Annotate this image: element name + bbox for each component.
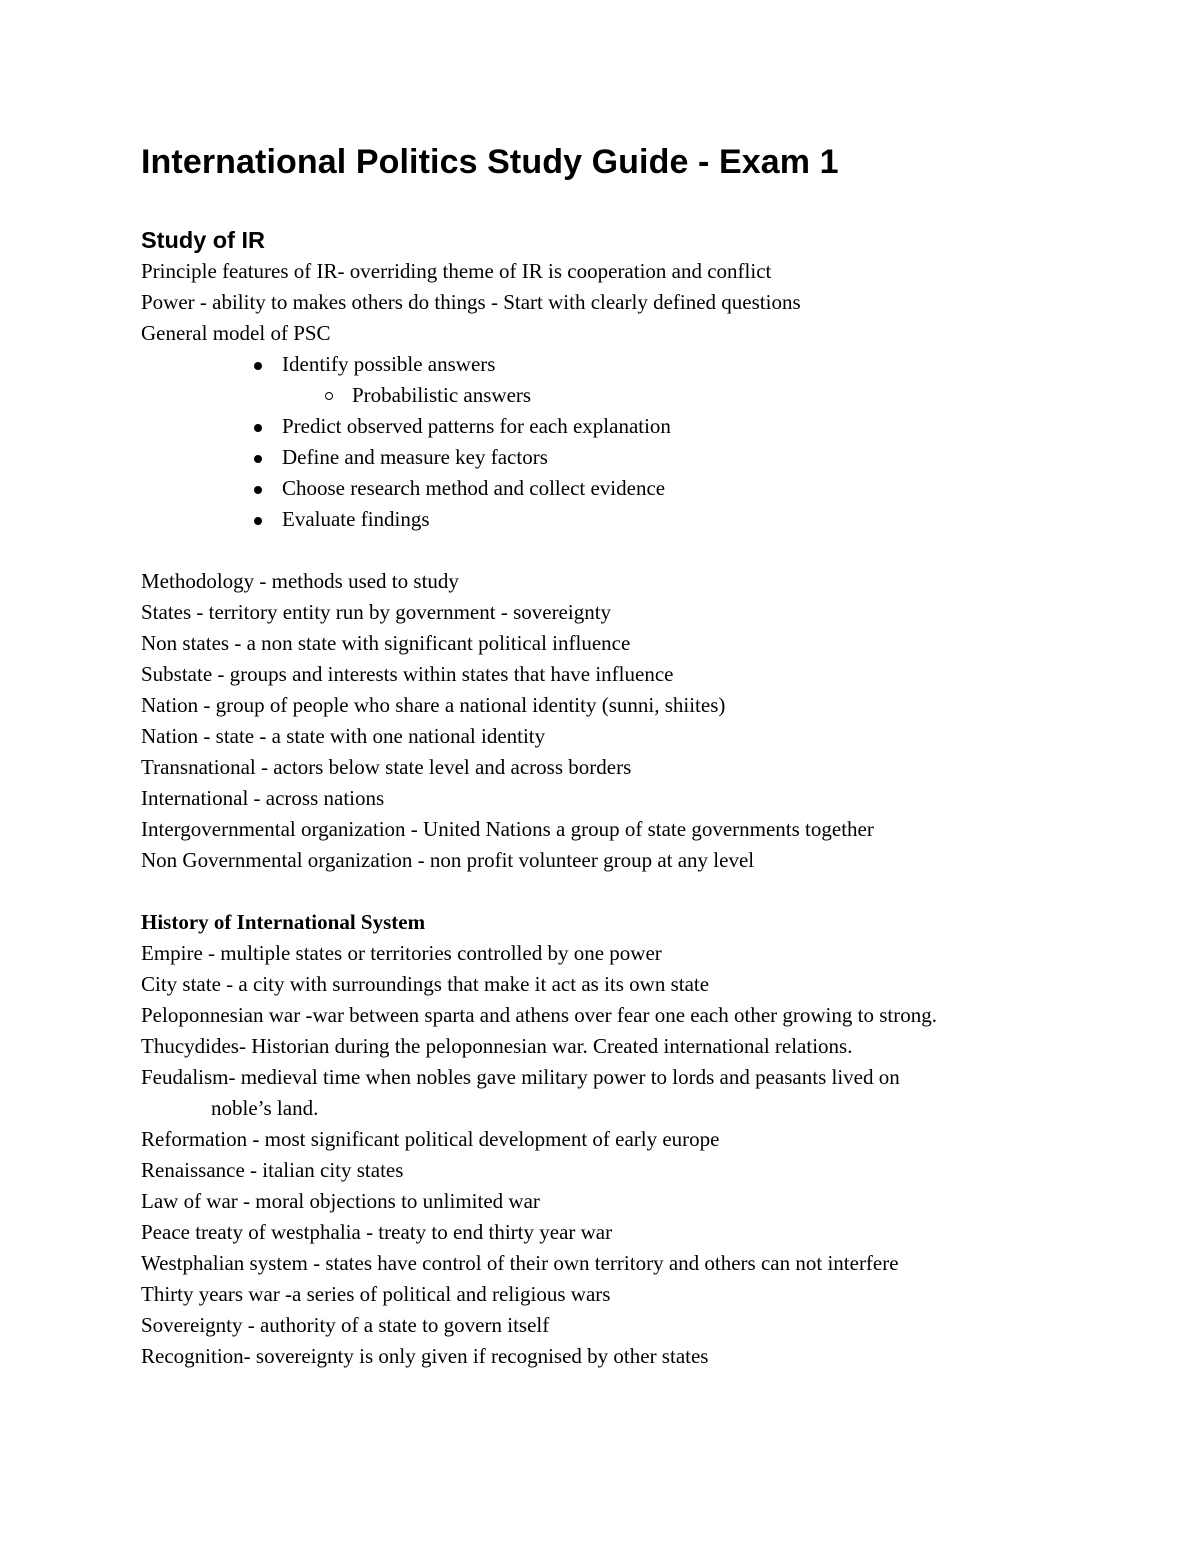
definition-line: International - across nations	[141, 786, 385, 810]
definition-line: Sovereignty - authority of a state to govern itself	[141, 1313, 550, 1337]
definition-line: Methodology - methods used to study	[141, 569, 459, 593]
definition-line: Law of war - moral objections to unlimited war	[141, 1189, 540, 1213]
definition-line: Nation - group of people who share a national identity (sunni, shiites)	[141, 693, 726, 717]
bullet-list	[141, 349, 1101, 535]
list-item-text: Predict observed patterns for each explanation	[282, 414, 671, 438]
hollow-bullet-icon	[325, 392, 333, 400]
text-line: Power - ability to makes others do things - Start with clearly defined questions	[141, 290, 801, 314]
definition-line: Non Governmental organization - non profit volunteer group at any level	[141, 848, 755, 872]
list-item	[141, 442, 1101, 473]
definition-line: Peloponnesian war -war between sparta and athens over fear one each other growing to strong.	[141, 1003, 937, 1027]
bullet-icon	[254, 486, 262, 494]
text-line: Principle features of IR- overriding theme of IR is cooperation and conflict	[141, 259, 772, 283]
definition-line: Nation - state - a state with one national identity	[141, 724, 546, 748]
definition-line-continuation: noble’s land.	[211, 1096, 319, 1120]
definition-line: City state - a city with surroundings that make it act as its own state	[141, 972, 710, 996]
definition-line: Westphalian system - states have control of their own territory and others can not interfere	[141, 1251, 899, 1275]
definition-line: Empire - multiple states or territories controlled by one power	[141, 941, 662, 965]
bullet-icon	[254, 455, 262, 463]
definition-line: Thucydides- Historian during the peloponnesian war. Created international relations.	[141, 1034, 853, 1058]
definition-line: Substate - groups and interests within states that have influence	[141, 662, 674, 686]
blank-line	[141, 876, 1101, 907]
sub-list-item	[141, 380, 1101, 411]
definition-line: Reformation - most significant political development of early europe	[141, 1127, 720, 1151]
section-heading-history: History of International System	[141, 910, 426, 934]
text-line: General model of PSC	[141, 321, 331, 345]
definition-line: Recognition- sovereignty is only given if recognised by other states	[141, 1344, 709, 1368]
list-item-text: Identify possible answers	[282, 352, 496, 376]
bullet-icon	[254, 517, 262, 525]
bullet-icon	[254, 424, 262, 432]
section-heading-study-of-ir: Study of IR	[141, 227, 266, 253]
list-item-text: Choose research method and collect evidence	[282, 476, 666, 500]
list-item	[141, 473, 1101, 504]
definition-line: Transnational - actors below state level and across borders	[141, 755, 632, 779]
document-page	[141, 136, 1101, 1372]
list-item	[141, 504, 1101, 535]
bullet-icon	[254, 362, 262, 370]
blank-line	[141, 535, 1101, 566]
definition-line: States - territory entity run by government - sovereignty	[141, 600, 612, 624]
list-item	[141, 411, 1101, 442]
list-item-text: Define and measure key factors	[282, 445, 548, 469]
list-item-text: Probabilistic answers	[352, 383, 532, 407]
definition-line: Intergovernmental organization - United Nations a group of state governments together	[141, 817, 874, 841]
document-title: International Politics Study Guide - Exam 1	[141, 143, 839, 181]
definition-line: Thirty years war -a series of political and religious wars	[141, 1282, 611, 1306]
list-item	[141, 349, 1101, 380]
list-item-text: Evaluate findings	[282, 507, 430, 531]
definition-line: Renaissance - italian city states	[141, 1158, 404, 1182]
definition-line: Non states - a non state with significant political influence	[141, 631, 631, 655]
definition-line: Feudalism- medieval time when nobles gave military power to lords and peasants lived on	[141, 1065, 900, 1089]
definition-line: Peace treaty of westphalia - treaty to end thirty year war	[141, 1220, 613, 1244]
